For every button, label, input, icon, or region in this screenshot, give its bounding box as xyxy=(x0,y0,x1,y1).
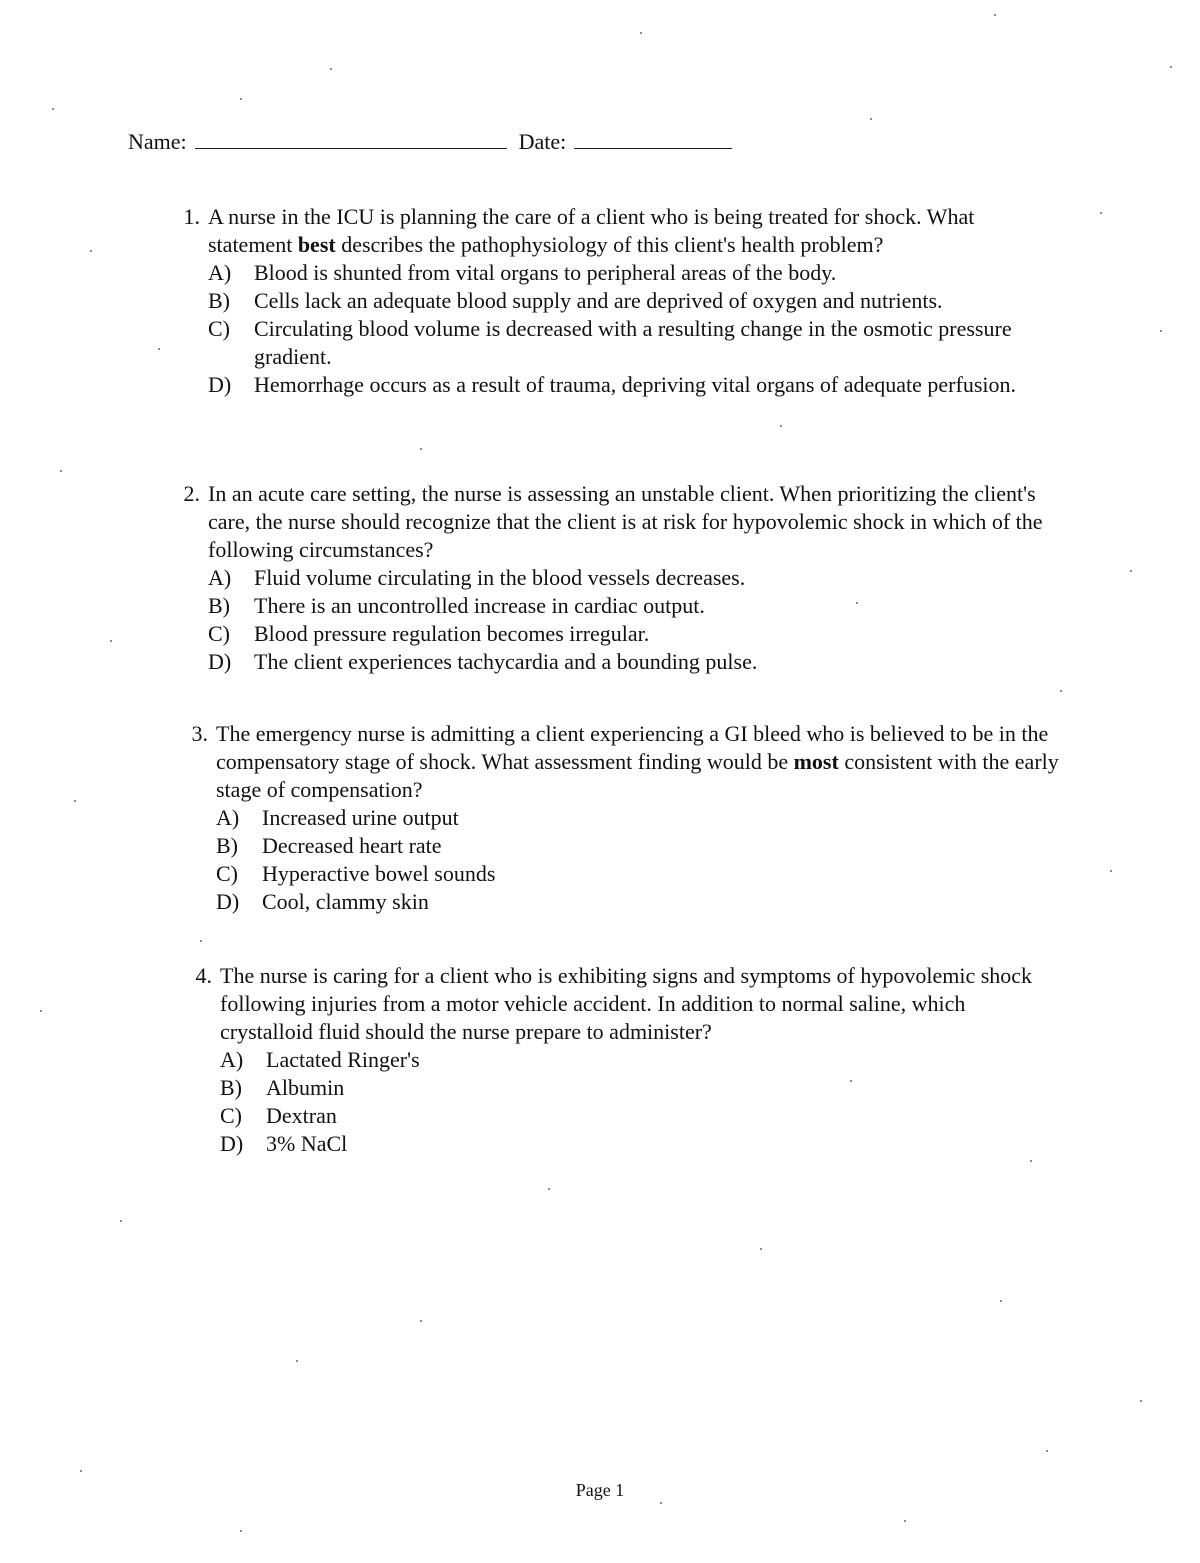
answer-option xyxy=(216,860,1066,888)
option-letter: C) xyxy=(208,316,230,341)
option-text: Blood pressure regulation becomes irregular. xyxy=(254,621,650,646)
page-number: Page 1 xyxy=(575,1480,625,1500)
option-text: Circulating blood volume is decreased with a resulting change in the osmotic pressure gradient. xyxy=(254,316,1012,369)
scan-speck xyxy=(60,470,62,472)
answer-option xyxy=(208,648,1048,676)
answer-option xyxy=(208,315,1028,371)
scan-speck xyxy=(780,425,782,427)
answer-option xyxy=(208,592,1048,620)
header xyxy=(128,128,732,155)
answer-option xyxy=(220,1102,1050,1130)
option-letter: C) xyxy=(208,621,230,646)
scan-speck xyxy=(1110,870,1112,872)
question-stem: In an acute care setting, the nurse is assessing an unstable client. When prioritizing the client's care, the nurse should recognize that the client is at risk for hypovolemic shock in which of the following circumstances? xyxy=(208,481,1043,562)
name-blank-line xyxy=(195,128,507,149)
option-text: Albumin xyxy=(266,1075,345,1100)
option-letter: B) xyxy=(216,833,238,858)
option-letter: A) xyxy=(220,1047,244,1072)
answer-options xyxy=(208,259,1028,399)
scan-speck xyxy=(870,118,872,120)
scan-speck xyxy=(660,1502,662,1504)
option-letter: D) xyxy=(208,649,232,674)
answer-option xyxy=(208,564,1048,592)
option-text: 3% NaCl xyxy=(266,1131,348,1156)
question-number: 2. xyxy=(183,481,200,506)
option-letter: D) xyxy=(208,372,232,397)
option-letter: A) xyxy=(208,260,232,285)
answer-option xyxy=(220,1046,1050,1074)
scan-speck xyxy=(420,1320,422,1322)
scan-speck xyxy=(330,68,332,70)
scan-speck xyxy=(158,348,160,350)
scan-speck xyxy=(1046,1450,1048,1452)
date-blank-line xyxy=(574,128,732,149)
option-letter: C) xyxy=(216,861,238,886)
scan-speck xyxy=(120,1220,122,1222)
scan-speck xyxy=(240,1530,242,1532)
option-letter: B) xyxy=(208,288,230,313)
scan-speck xyxy=(90,250,92,252)
scan-speck xyxy=(1100,212,1102,214)
question-4 xyxy=(180,962,1050,1158)
scan-speck xyxy=(240,98,242,100)
option-letter: C) xyxy=(220,1103,242,1128)
answer-options xyxy=(216,804,1066,916)
scan-speck xyxy=(52,108,54,110)
option-text: The client experiences tachycardia and a bounding pulse. xyxy=(254,649,758,674)
answer-option xyxy=(208,371,1028,399)
answer-options xyxy=(208,564,1048,676)
option-text: Decreased heart rate xyxy=(262,833,442,858)
option-text: Increased urine output xyxy=(262,805,459,830)
scan-speck xyxy=(296,1360,298,1362)
emphasis: best xyxy=(297,232,336,257)
option-letter: D) xyxy=(220,1131,244,1156)
scan-speck xyxy=(40,1010,42,1012)
answer-option xyxy=(216,804,1066,832)
scan-speck xyxy=(1060,690,1062,692)
option-letter: D) xyxy=(216,889,240,914)
question-stem: The emergency nurse is admitting a client experiencing a GI bleed who is believed to be in the compensatory stage of shock. What assessment finding would be most consistent with the early stage of compensation? xyxy=(216,721,1059,802)
option-text: Fluid volume circulating in the blood vessels decreases. xyxy=(254,565,746,590)
option-text: Dextran xyxy=(266,1103,337,1128)
question-2 xyxy=(168,480,1048,676)
question-stem: The nurse is caring for a client who is exhibiting signs and symptoms of hypovolemic shock following injuries from a motor vehicle accident. In addition to normal saline, which crystalloid fluid should the nurse prepare to administer? xyxy=(220,963,1033,1044)
option-text: There is an uncontrolled increase in cardiac output. xyxy=(254,593,705,618)
answer-option xyxy=(220,1074,1050,1102)
scan-speck xyxy=(110,640,112,642)
option-text: Blood is shunted from vital organs to peripheral areas of the body. xyxy=(254,260,837,285)
option-text: Lactated Ringer's xyxy=(266,1047,420,1072)
question-3 xyxy=(176,720,1066,916)
option-letter: B) xyxy=(220,1075,242,1100)
option-text: Hemorrhage occurs as a result of trauma, depriving vital organs of adequate perfusion. xyxy=(254,372,1016,397)
scan-speck xyxy=(80,1470,82,1472)
option-letter: A) xyxy=(216,805,240,830)
date-label: Date: xyxy=(518,129,567,154)
option-text: Hyperactive bowel sounds xyxy=(262,861,496,886)
scan-speck xyxy=(548,1188,550,1190)
scan-speck xyxy=(420,448,422,450)
scan-speck xyxy=(904,1520,906,1522)
question-number: 1. xyxy=(183,204,200,229)
answer-option xyxy=(216,888,1066,916)
scan-speck xyxy=(200,940,202,942)
option-letter: B) xyxy=(208,593,230,618)
question-stem: A nurse in the ICU is planning the care of a client who is being treated for shock. What statement best describes the pathophysiology of this client's health problem? xyxy=(208,204,975,257)
answer-option xyxy=(208,620,1048,648)
emphasis: most xyxy=(793,749,839,774)
scan-speck xyxy=(760,1248,762,1250)
scan-speck xyxy=(850,1080,852,1082)
answer-option xyxy=(220,1130,1050,1158)
scan-speck xyxy=(74,800,76,802)
scan-speck xyxy=(1170,66,1172,68)
question-1 xyxy=(168,203,1028,399)
scan-speck xyxy=(1160,330,1162,332)
option-text: Cool, clammy skin xyxy=(262,889,429,914)
scan-speck xyxy=(994,14,996,16)
answer-options xyxy=(220,1046,1050,1158)
scan-speck xyxy=(1140,1400,1142,1402)
scan-speck xyxy=(1130,570,1132,572)
question-number: 4. xyxy=(195,963,212,988)
scan-speck xyxy=(1000,1300,1002,1302)
option-letter: A) xyxy=(208,565,232,590)
answer-option xyxy=(208,259,1028,287)
question-number: 3. xyxy=(191,721,208,746)
answer-option xyxy=(208,287,1028,315)
answer-option xyxy=(216,832,1066,860)
name-label: Name: xyxy=(128,129,187,154)
scan-speck xyxy=(856,602,858,604)
scan-speck xyxy=(640,32,642,34)
option-text: Cells lack an adequate blood supply and are deprived of oxygen and nutrients. xyxy=(254,288,943,313)
scan-speck xyxy=(1030,1160,1032,1162)
